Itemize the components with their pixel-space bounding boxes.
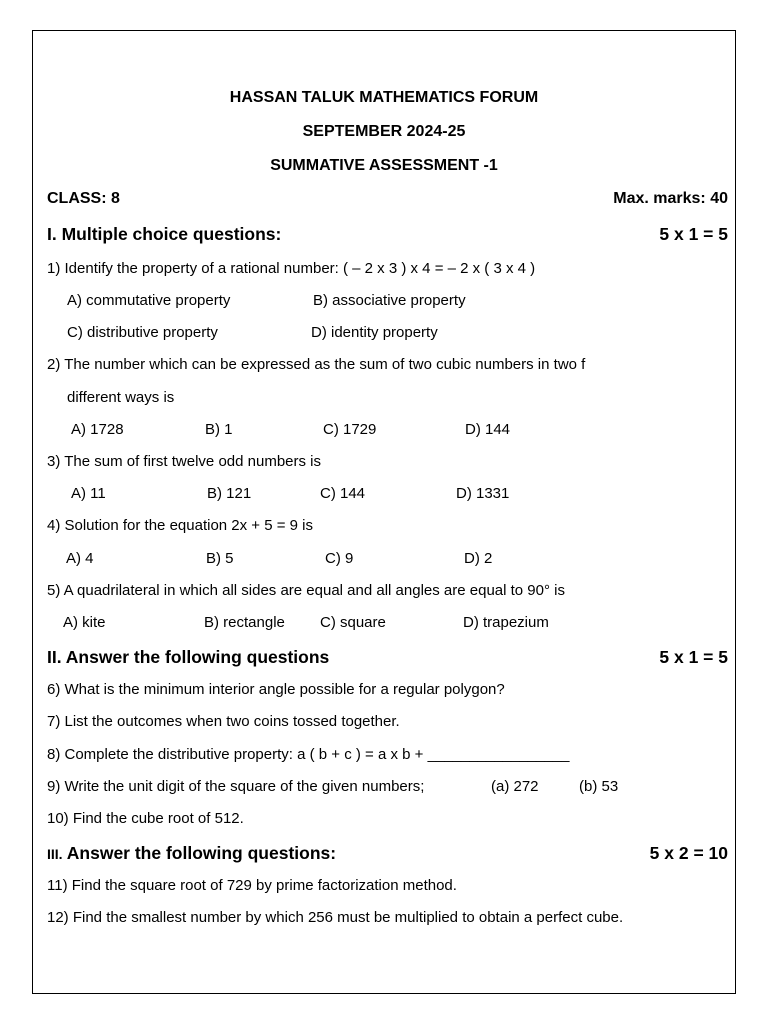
q2-option-b: B) 1: [205, 421, 233, 438]
q3-option-c: C) 144: [320, 485, 366, 502]
question-9-part-a: (a) 272: [491, 778, 539, 795]
q4-option-c: C) 9: [325, 550, 354, 567]
question-9-part-b: (b) 53: [579, 778, 619, 795]
question-9: 9) Write the unit digit of the square of the given numbers;: [47, 778, 425, 795]
section-1-title: I. Multiple choice questions:: [47, 224, 282, 244]
q2-option-d: D) 144: [465, 421, 511, 438]
q5-option-c: C) square: [320, 614, 386, 631]
section-2-marks: 5 x 1 = 5: [659, 647, 728, 667]
question-1: 1) Identify the property of a rational number: ( – 2 x 3 ) x 4 = – 2 x ( 3 x 4 ): [47, 260, 536, 277]
q1-option-b: B) associative property: [313, 292, 466, 309]
q1-option-d: D) identity property: [311, 324, 438, 341]
q1-option-a: A) commutative property: [67, 292, 231, 309]
q1-option-c: C) distributive property: [67, 324, 218, 341]
question-3: 3) The sum of first twelve odd numbers is: [47, 453, 321, 470]
q5-option-d: D) trapezium: [463, 614, 549, 631]
question-10: 10) Find the cube root of 512.: [47, 810, 244, 827]
q3-option-a: A) 11: [71, 485, 106, 502]
assessment-title: SUMMATIVE ASSESSMENT -1: [270, 157, 498, 174]
q2-option-c: C) 1729: [323, 421, 377, 438]
section-1-marks: 5 x 1 = 5: [659, 224, 728, 244]
section-2-title: II. Answer the following questions: [47, 647, 330, 667]
question-8: 8) Complete the distributive property: a ( b + c ) = a x b + _________________: [47, 746, 570, 763]
q4-option-d: D) 2: [464, 550, 493, 567]
max-marks: Max. marks: 40: [613, 190, 728, 207]
forum-title: HASSAN TALUK MATHEMATICS FORUM: [229, 89, 539, 106]
question-2-line-2: different ways is: [67, 389, 175, 406]
session-title: SEPTEMBER 2024-25: [302, 123, 466, 140]
q4-option-b: B) 5: [206, 550, 234, 567]
q3-option-d: D) 1331: [456, 485, 510, 502]
q4-option-a: A) 4: [66, 550, 94, 567]
question-12: 12) Find the smallest number by which 256 must be multiplied to obtain a perfect cube.: [47, 909, 624, 926]
question-6: 6) What is the minimum interior angle possible for a regular polygon?: [47, 681, 505, 698]
question-2-line-1: 2) The number which can be expressed as the sum of two cubic numbers in two f: [47, 356, 586, 373]
question-5: 5) A quadrilateral in which all sides are equal and all angles are equal to 90° is: [47, 582, 565, 599]
q2-option-a: A) 1728: [71, 421, 124, 438]
question-11: 11) Find the square root of 729 by prime factorization method.: [47, 877, 457, 894]
q3-option-b: B) 121: [207, 485, 252, 502]
q5-option-a: A) kite: [63, 614, 106, 631]
question-7: 7) List the outcomes when two coins tossed together.: [47, 713, 400, 730]
section-3-title-text: Answer the following questions:: [62, 843, 337, 863]
section-3-title: [47, 843, 336, 864]
section-3-numeral: III.: [47, 846, 63, 862]
q5-option-b: B) rectangle: [204, 614, 285, 631]
question-4: 4) Solution for the equation 2x + 5 = 9 is: [47, 517, 314, 534]
section-3-marks: 5 x 2 = 10: [649, 843, 728, 863]
class-label: CLASS: 8: [47, 190, 120, 207]
